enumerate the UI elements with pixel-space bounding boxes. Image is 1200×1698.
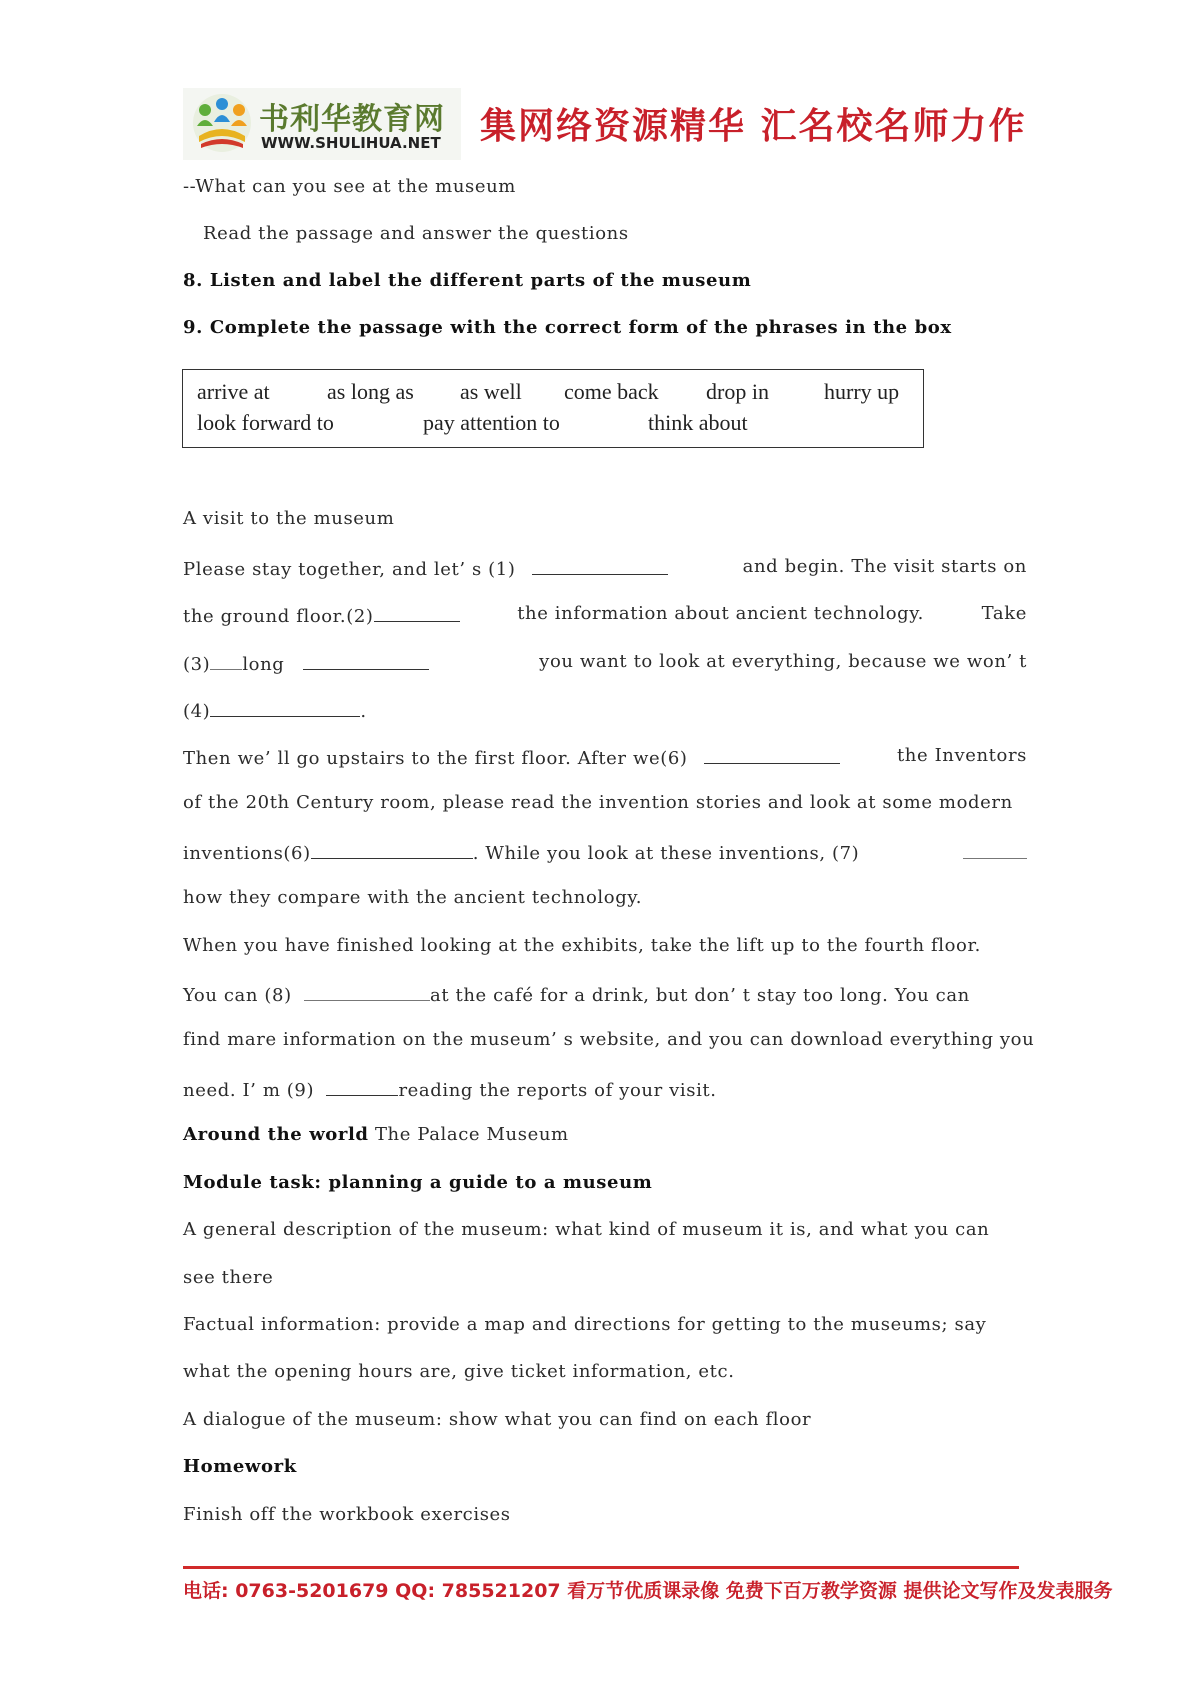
phrase-item: drop in bbox=[706, 379, 769, 404]
phrase-item: hurry up bbox=[824, 379, 900, 404]
passage-line bbox=[183, 651, 1027, 675]
passage-text: the information about ancient technology. bbox=[517, 603, 925, 624]
site-logo bbox=[183, 88, 461, 160]
blank-3[interactable] bbox=[210, 651, 242, 670]
passage-text: and begin. The visit starts on bbox=[742, 556, 1027, 577]
passage-text: inventions(6) bbox=[183, 843, 311, 864]
phrase-item: come back bbox=[564, 379, 659, 404]
header-slogan: 集网络资源精华 汇名校名师力作 bbox=[480, 106, 1027, 147]
question-what-see: --What can you see at the museum bbox=[183, 176, 516, 197]
passage-text: reading the reports of your visit. bbox=[398, 1080, 717, 1101]
homework-text: Finish off the workbook exercises bbox=[183, 1504, 511, 1525]
passage-line bbox=[183, 556, 1027, 580]
around-world-label: Around the world bbox=[183, 1124, 369, 1145]
item-8-heading: 8. Listen and label the different parts of the museum bbox=[183, 270, 752, 291]
logo-title: 书利华教育网 bbox=[259, 102, 445, 137]
people-emblem-icon bbox=[191, 92, 253, 154]
blank-1[interactable] bbox=[532, 556, 668, 575]
around-world-line bbox=[183, 1124, 569, 1145]
phrase-item: pay attention to bbox=[423, 410, 560, 435]
passage-line bbox=[183, 745, 1027, 769]
passage-text: (3) bbox=[183, 654, 211, 675]
passage-text: Please stay together, and let’ s (1) bbox=[183, 559, 516, 580]
blank-4[interactable] bbox=[210, 698, 360, 717]
homework-heading: Homework bbox=[183, 1456, 297, 1477]
passage-line: of the 20th Century room, please read the invention stories and look at some modern bbox=[183, 792, 1013, 813]
passage-line: find mare information on the museum’ s website, and you can download everything you bbox=[183, 1029, 1035, 1050]
blank-2[interactable] bbox=[374, 603, 460, 622]
phrase-item: look forward to bbox=[197, 410, 334, 435]
passage-title: A visit to the museum bbox=[183, 508, 395, 529]
phrase-box bbox=[182, 369, 924, 448]
passage-text: You can (8) bbox=[183, 985, 292, 1006]
footer-contact: 电话: 0763-5201679 QQ: 785521207 看万节优质课录像 免费下百万教学资源 提供论文写作及发表服务 bbox=[183, 1580, 1113, 1602]
phrase-item: arrive at bbox=[197, 379, 270, 404]
phrase-item: as long as bbox=[327, 379, 414, 404]
factual-info-line: Factual information: provide a map and directions for getting to the museums; say bbox=[183, 1314, 987, 1335]
passage-line bbox=[183, 698, 367, 722]
passage-text: you want to look at everything, because we won’ t bbox=[539, 651, 1027, 672]
blank-6a[interactable] bbox=[704, 745, 840, 764]
passage-text: Then we’ ll go upstairs to the first floor. After we(6) bbox=[183, 748, 688, 769]
phrase-item: think about bbox=[648, 410, 748, 435]
passage-text: . While you look at these inventions, (7) bbox=[472, 843, 860, 864]
passage-line bbox=[183, 1077, 717, 1101]
footer-divider bbox=[183, 1566, 1019, 1569]
dialogue-line: A dialogue of the museum: show what you can find on each floor bbox=[183, 1409, 812, 1430]
item-9-heading: 9. Complete the passage with the correct form of the phrases in the box bbox=[183, 317, 952, 338]
instruction-read-passage: Read the passage and answer the questions bbox=[203, 223, 629, 244]
factual-info-line: what the opening hours are, give ticket information, etc. bbox=[183, 1361, 735, 1382]
blank-8[interactable] bbox=[304, 982, 430, 1001]
passage-text: Take bbox=[981, 603, 1027, 624]
module-task-heading: Module task: planning a guide to a museum bbox=[183, 1172, 653, 1193]
logo-url: WWW.SHULIHUA.NET bbox=[261, 134, 441, 152]
passage-text: need. I’ m (9) bbox=[183, 1080, 315, 1101]
passage-line: When you have finished looking at the exhibits, take the lift up to the fourth floor. bbox=[183, 935, 981, 956]
passage-line bbox=[183, 603, 1027, 627]
passage-line: how they compare with the ancient technology. bbox=[183, 887, 643, 908]
passage-text: (4) bbox=[183, 701, 211, 722]
passage-text: the ground floor.(2) bbox=[183, 606, 374, 627]
general-description-line: see there bbox=[183, 1267, 274, 1288]
blank-7[interactable] bbox=[963, 840, 1027, 859]
phrase-item: as well bbox=[460, 379, 522, 404]
blank-9[interactable] bbox=[326, 1077, 398, 1096]
general-description-line: A general description of the museum: what kind of museum it is, and what you can bbox=[183, 1219, 990, 1240]
blank-3b[interactable] bbox=[303, 651, 429, 670]
passage-line bbox=[183, 982, 1027, 1006]
passage-line bbox=[183, 840, 1027, 864]
blank-6b[interactable] bbox=[311, 840, 473, 859]
passage-text: at the café for a drink, but don’ t stay too long. You can bbox=[430, 985, 970, 1006]
passage-text: the Inventors bbox=[896, 745, 1027, 766]
passage-text: . bbox=[360, 701, 367, 722]
around-world-text: The Palace Museum bbox=[374, 1124, 569, 1145]
passage-text: long bbox=[242, 654, 285, 675]
